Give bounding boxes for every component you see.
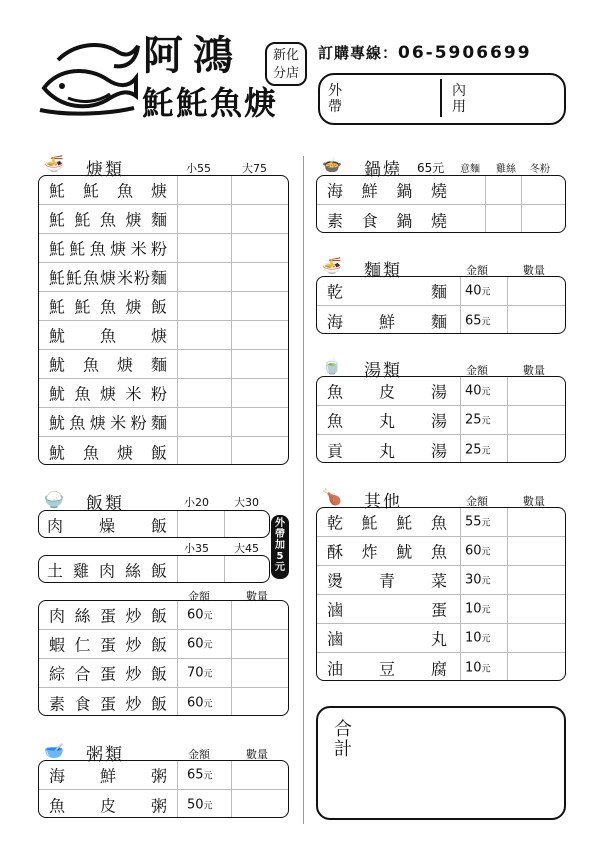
item-name: 魠 魠 魚 焿 (49, 181, 167, 201)
fried-rice-table (38, 600, 289, 716)
fried-col-price: 金額 (188, 590, 210, 603)
item-price: 50元 (187, 797, 213, 812)
hotpot-price: 65元 (417, 161, 445, 175)
rice-col-large: 大30 (234, 496, 259, 509)
item-name: 魷 魚 焿 米 粉 麵 (49, 413, 167, 433)
item-name: 魠 魠 魚 焿 麵 (49, 210, 167, 230)
item-name: 肉 絲 蛋 炒 飯 (49, 606, 167, 626)
total-label: 合 計 (334, 719, 352, 760)
rice-col-small: 小20 (184, 496, 209, 509)
geng-table (38, 175, 289, 465)
soup-table (316, 376, 566, 463)
item-price: 40元 (465, 383, 491, 399)
noodles-table (316, 276, 566, 334)
fried-col-qty: 數量 (246, 590, 268, 603)
table-row (39, 205, 288, 234)
section-title-geng: 焿類 (86, 160, 124, 180)
table-row (39, 761, 288, 790)
item-name: 魠 魠 魚 焿 米 粉 麵 (49, 268, 167, 288)
drumstick-icon: 🍗 (322, 487, 342, 506)
table-row (39, 437, 288, 465)
rice-table-2 (38, 555, 270, 583)
rice-table-1 (38, 510, 270, 538)
order-hotline: 訂購專線：06-5906699 (318, 43, 532, 63)
item-price: 10元 (465, 630, 491, 646)
table-row (39, 601, 288, 630)
table-row (39, 659, 288, 688)
item-price: 30元 (465, 572, 491, 588)
item-price: 70元 (187, 665, 213, 681)
item-name: 綜 合 蛋 炒 飯 (49, 664, 167, 684)
item-price: 60元 (465, 543, 491, 559)
others-col-price: 金額 (466, 495, 488, 508)
item-name: 滷 蛋 (327, 600, 447, 620)
table-row (317, 176, 565, 205)
item-name: 油 豆 腐 (327, 659, 447, 678)
congee-col-qty: 數量 (246, 748, 268, 761)
table-row (39, 263, 288, 292)
item-price: 25元 (465, 442, 491, 457)
section-title-hotpot: 鍋燒 (364, 160, 402, 180)
table-row (39, 790, 288, 818)
others-col-qty: 數量 (523, 495, 545, 508)
section-title-congee: 粥類 (86, 745, 124, 765)
table-row (317, 435, 565, 463)
item-price: 10元 (465, 660, 491, 675)
column-separator (303, 156, 304, 824)
table-row (39, 511, 269, 538)
table-row (317, 595, 565, 624)
item-name: 魠 魠 魚 焿 米 粉 (49, 239, 167, 259)
table-row (317, 653, 565, 681)
item-name: 海 鮮 麵 (327, 312, 447, 331)
section-title-soup: 湯類 (364, 361, 402, 381)
rice-item-1: 肉 燥 飯 (47, 516, 167, 536)
congee-table (38, 760, 289, 818)
dine-option-divider (440, 79, 442, 117)
table-row (39, 688, 288, 716)
section-title-rice: 飯類 (86, 494, 124, 514)
item-name: 貢 丸 湯 (327, 441, 447, 460)
rice-col-small2: 小35 (184, 542, 209, 555)
item-name: 乾 魠 魠 魚 (327, 513, 447, 533)
item-name: 魷 魚 焿 飯 (49, 443, 167, 462)
soup-bowl-icon: 🍵 (322, 356, 342, 375)
hotpot-opt-2: 雞絲 (496, 164, 516, 175)
soup-col-qty: 數量 (523, 364, 545, 377)
table-row (317, 377, 565, 406)
table-row (39, 176, 288, 205)
geng-col-small: 小55 (186, 162, 211, 175)
bowl-icon: 🍜 (44, 154, 64, 173)
dine-option-box (318, 73, 566, 125)
others-table (316, 507, 566, 681)
item-name: 素 食 鍋 燒 (327, 211, 447, 230)
table-row (39, 379, 288, 408)
noodle-bowl-icon: 🍜 (322, 256, 342, 275)
item-name: 魷 魚 焿 麵 (49, 355, 167, 375)
item-name: 魚 丸 湯 (327, 411, 447, 431)
total-box (316, 706, 566, 820)
item-name: 魠 魠 魚 焿 飯 (49, 297, 167, 317)
table-row (39, 234, 288, 263)
hotpot-opt-3: 冬粉 (530, 164, 550, 175)
item-name: 魚 皮 湯 (327, 382, 447, 402)
item-name: 酥 炸 魷 魚 (327, 542, 447, 562)
table-row (317, 508, 565, 537)
brand-subtitle: 魠魠魚焿 (142, 84, 279, 122)
congee-col-price: 金額 (188, 748, 210, 761)
hotpot-table (316, 175, 566, 233)
table-row (39, 321, 288, 350)
item-name: 乾 麵 (327, 282, 447, 302)
item-name: 素 食 蛋 炒 飯 (49, 694, 167, 713)
pot-icon: 🍲 (322, 155, 342, 174)
soup-col-price: 金額 (466, 364, 488, 377)
item-name: 燙 青 菜 (327, 571, 447, 591)
table-row (39, 630, 288, 659)
item-price: 65元 (465, 313, 491, 328)
item-name: 蝦 仁 蛋 炒 飯 (49, 635, 167, 655)
table-row (317, 205, 565, 233)
table-row (317, 624, 565, 653)
table-row (317, 566, 565, 595)
table-row (39, 556, 269, 583)
item-price: 60元 (187, 695, 213, 710)
brand-name: 阿鴻 (143, 33, 243, 79)
item-name: 海 鮮 鍋 燒 (327, 181, 447, 201)
item-price: 25元 (465, 412, 491, 428)
branch-badge: 新化 分店 (265, 42, 307, 86)
item-price: 60元 (187, 607, 213, 623)
table-row (39, 350, 288, 379)
table-row (317, 406, 565, 435)
item-price: 65元 (187, 767, 213, 783)
table-row (317, 537, 565, 566)
item-name: 魷 魚 焿 米 粉 (49, 384, 167, 404)
table-row (317, 277, 565, 306)
geng-col-large: 大75 (242, 162, 267, 175)
item-name: 滷 丸 (327, 629, 447, 649)
fish-logo-icon (38, 38, 140, 116)
item-price: 10元 (465, 601, 491, 617)
item-price: 60元 (187, 636, 213, 652)
takeout-surcharge-badge: 外 帶 加 5 元 (271, 515, 289, 579)
rice-col-large2: 大45 (234, 542, 259, 555)
noodles-col-price: 金額 (466, 264, 488, 277)
table-row (317, 306, 565, 334)
table-row (39, 292, 288, 321)
item-name: 魚 皮 粥 (49, 796, 167, 815)
section-title-noodles: 麵類 (364, 261, 402, 281)
rice-bowl-icon: 🍚 (44, 490, 64, 509)
item-name: 魷 魚 焿 (49, 326, 167, 346)
hotpot-opt-1: 意麵 (460, 164, 480, 175)
section-title-others: 其他 (364, 492, 402, 512)
item-price: 55元 (465, 514, 491, 530)
porridge-icon: 🥣 (44, 741, 64, 760)
rice-item-2: 土 雞 肉 絲 飯 (47, 561, 167, 581)
table-row (39, 408, 288, 437)
takeout-label: 外 帶 (328, 83, 342, 115)
item-price: 40元 (465, 283, 491, 299)
dinein-label: 內 用 (452, 83, 466, 115)
item-name: 海 鮮 粥 (49, 766, 167, 786)
noodles-col-qty: 數量 (523, 264, 545, 277)
